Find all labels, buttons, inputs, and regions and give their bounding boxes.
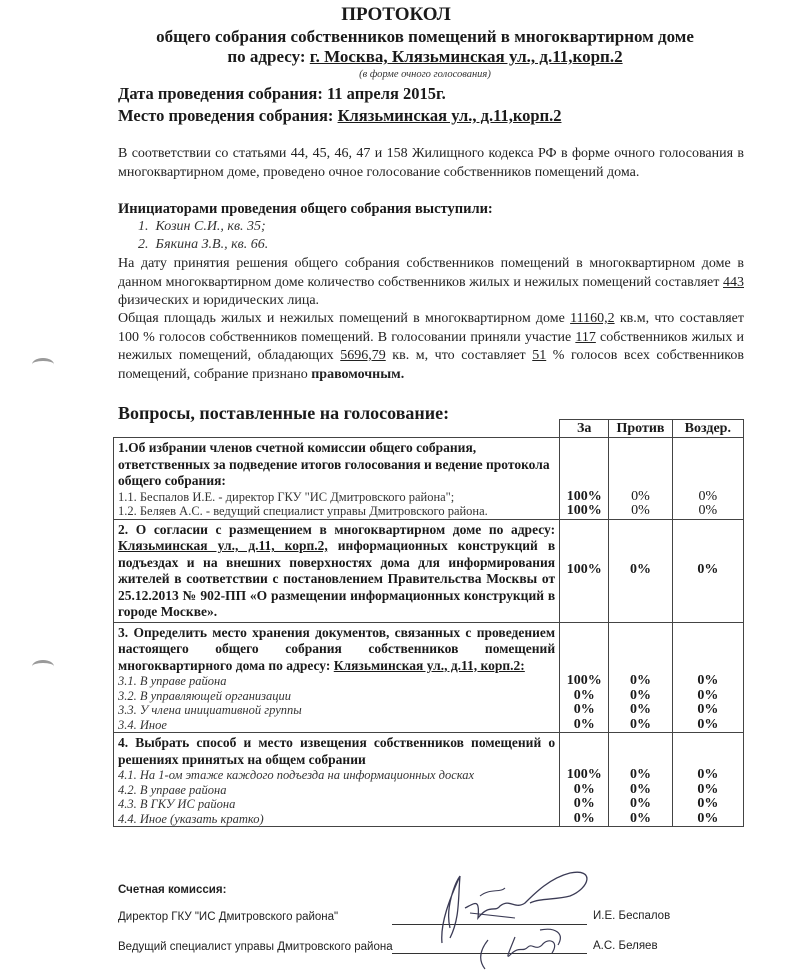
question-option: 4.2. В управе района: [118, 782, 227, 797]
table-row: [114, 622, 744, 733]
date-value: 11 апреля 2015г.: [326, 84, 446, 103]
date-label: Дата проведения собрания:: [118, 84, 327, 103]
vote-value: 0%: [629, 562, 651, 578]
table-row: [114, 519, 744, 622]
vote-value: 0%: [573, 796, 595, 811]
signatory-role: Ведущий специалист управы Дмитровского района: [118, 941, 393, 953]
text: информационных конструкций в подъездах и на внешних поверхностях дома для информирования жителей в соответствии с постановлением Правительства Москвы от 25.12.2013 № 902-ПП «О размещении информационных конструкций в городе Москве».: [118, 538, 556, 619]
text: кв.м, что составляет 100 % голосов собственников помещений. В голосовании приняли участие: [118, 311, 744, 345]
vote-value: 0%: [697, 702, 719, 717]
vote-za-cell: [560, 438, 609, 520]
vote-value: 0%: [573, 716, 595, 732]
quorum-word: правомочным.: [311, 366, 405, 382]
document-subtitle: [100, 27, 750, 67]
question-option: 4.1. На 1-ом этаже каждого подъезда на информационных досках: [118, 768, 475, 782]
address-prefix: по адресу:: [227, 47, 310, 66]
question-cell: [114, 438, 560, 520]
signatory-role: Директор ГКУ "ИС Дмитровского района": [118, 911, 339, 923]
vote-value: 0%: [697, 810, 719, 826]
subtitle-line: общего собрания собственников помещений в многоквартирном доме: [156, 27, 694, 46]
vote-vozder-cell: [672, 519, 743, 622]
column-header-vozder: Воздер.: [672, 420, 743, 438]
vote-za-cell: [560, 519, 609, 622]
vote-vozder-cell: [672, 438, 743, 520]
vote-value: 100%: [566, 673, 602, 688]
question-heading: [118, 625, 555, 675]
vote-value: 0%: [697, 562, 719, 578]
vote-value: 100%: [566, 488, 602, 504]
question-option: 4.3. В ГКУ ИС района: [118, 797, 236, 811]
vote-value: 0%: [629, 687, 651, 703]
place-value: Клязьминская ул., д.11,корп.2: [337, 106, 562, 125]
punch-hole-mark: [32, 660, 54, 673]
column-header-protiv: Против: [609, 420, 672, 438]
vote-value: 0%: [573, 810, 595, 826]
participant-area: 5696,79: [340, 348, 386, 363]
text: 2. О согласии с размещением в многоквартирном доме по адресу:: [118, 521, 556, 537]
text: собственников жилых и нежилых помещений, обладающих: [118, 329, 745, 363]
signatory-name: И.Е. Беспалов: [593, 910, 671, 922]
punch-hole-mark: [32, 358, 54, 371]
vote-value: 0%: [629, 810, 651, 826]
vote-value: 0%: [629, 716, 651, 732]
meeting-place: [118, 106, 561, 126]
vote-value: 0%: [629, 702, 651, 717]
vote-vozder-cell: [672, 622, 743, 733]
text: На дату принятия решения общего собрания собственников помещений в многоквартирном доме в данном многоквартирном доме количество собственников жилых и нежилых помещений составляет: [118, 256, 744, 290]
vote-value: 0%: [573, 702, 595, 717]
vote-value: 100%: [566, 562, 602, 578]
question-cell: [114, 622, 560, 733]
vote-za-cell: [560, 622, 609, 733]
initiators-list: [138, 218, 268, 254]
question-option: 3.2. В управляющей организации: [118, 688, 292, 703]
initiator-item: [138, 236, 268, 254]
signatures-heading: Счетная комиссия:: [118, 884, 227, 896]
question-option: 3.1. В управе района: [118, 674, 227, 688]
place-label: Место проведения собрания:: [118, 106, 338, 125]
vote-value: 100%: [566, 767, 602, 782]
vote-value: 0%: [629, 781, 651, 797]
header-empty-cell: [114, 420, 560, 438]
vote-za-cell: [560, 733, 609, 827]
question-address: Клязьминская ул., д.11, корп.2:: [333, 657, 525, 673]
owners-paragraph: [118, 255, 744, 311]
vote-value: 0%: [697, 781, 719, 797]
column-header-za: За: [560, 420, 609, 438]
vote-value: 0%: [573, 781, 595, 797]
subtitle-address-line: [100, 47, 750, 67]
table-row: [114, 438, 744, 520]
vote-protiv-cell: [609, 733, 672, 827]
initiator-item: [138, 218, 268, 236]
total-area: 11160,2: [570, 311, 615, 326]
question-cell: [114, 519, 560, 622]
table-row: [114, 733, 744, 827]
signatory-name: А.С. Беляев: [593, 940, 658, 952]
text: физических и юридических лица.: [118, 293, 320, 308]
owners-count: 443: [723, 274, 744, 290]
question-heading: 4. Выбрать способ и место извещения собственников помещений о решениях принятых на общем собрании: [118, 735, 556, 767]
vote-value: 100%: [566, 503, 602, 518]
vote-value: 0%: [698, 488, 718, 504]
vote-value: 0%: [631, 503, 650, 518]
address: г. Москва, Клязьминская ул., д.11,корп.2: [309, 47, 623, 66]
initiator-name: Козин С.И., кв. 35;: [155, 219, 266, 234]
vote-protiv-cell: [609, 622, 672, 733]
text: Общая площадь жилых и нежилых помещений в многоквартирном доме: [118, 311, 571, 326]
question-option: 1.1. Беспалов И.Е. - директор ГКУ "ИС Дмитровского района";: [118, 489, 455, 504]
vote-value: 0%: [573, 687, 595, 703]
question-option: 3.4. Иное: [118, 717, 167, 732]
question-heading: [118, 522, 555, 621]
vote-protiv-cell: [609, 438, 672, 520]
vote-value: 0%: [697, 716, 719, 732]
vote-value: 0%: [697, 687, 719, 703]
initiator-name: Бякина З.В., кв. 66.: [155, 237, 269, 252]
vote-value: 0%: [631, 488, 650, 504]
document-title: ПРОТОКОЛ: [341, 4, 451, 25]
vote-protiv-cell: [609, 519, 672, 622]
handwritten-signature-icon: [470, 925, 590, 970]
table-header-row: [114, 420, 744, 438]
meeting-date: [118, 84, 446, 104]
vote-vozder-cell: [672, 733, 743, 827]
text: кв. м, что составляет: [385, 348, 533, 363]
question-heading: 1.Об избрании членов счетной комиссии общего собрания, ответственных за подведение итогов голосования и ведение протокола общего собрания:: [118, 440, 550, 488]
text: % голосов всех собственников помещений, собрание признано: [118, 348, 745, 382]
questions-heading: Вопросы, поставленные на голосование:: [118, 403, 450, 423]
vote-value: 0%: [629, 673, 651, 688]
initiators-heading: Инициаторами проведения общего собрания выступили:: [118, 201, 493, 217]
question-option: 1.2. Беляев А.С. - ведущий специалист управы Дмитровского района.: [118, 504, 488, 518]
participants-count: 117: [575, 329, 596, 345]
vote-value: 0%: [629, 796, 651, 811]
list-num: 1.: [138, 219, 149, 234]
vote-value: 0%: [697, 767, 719, 782]
question-option: 4.4. Иное (указать кратко): [118, 811, 264, 826]
voting-table: [113, 419, 744, 827]
vote-value: 0%: [698, 503, 718, 518]
list-num: 2.: [138, 237, 149, 252]
area-paragraph: [118, 310, 744, 384]
question-option: 3.3. У члена инициативной группы: [118, 703, 302, 717]
participant-percent: 51: [532, 348, 547, 363]
form-note: (в форме очного голосования): [359, 69, 491, 80]
vote-value: 0%: [697, 796, 719, 811]
question-address: Клязьминская ул., д.11, корп.2,: [118, 538, 328, 553]
text: 3. Определить место хранения документов, связанных с проведением настоящего общего собрания собственников помещений многоквартирного дома по адресу:: [118, 624, 556, 673]
vote-value: 0%: [697, 673, 719, 688]
vote-value: 0%: [629, 767, 651, 782]
question-cell: [114, 733, 560, 827]
intro-paragraph: В соответствии со статьями 44, 45, 46, 47 и 158 Жилищного кодекса РФ в форме очного голосования в многоквартирном доме, проведено очное голосование собственников помещений дома.: [118, 146, 744, 180]
